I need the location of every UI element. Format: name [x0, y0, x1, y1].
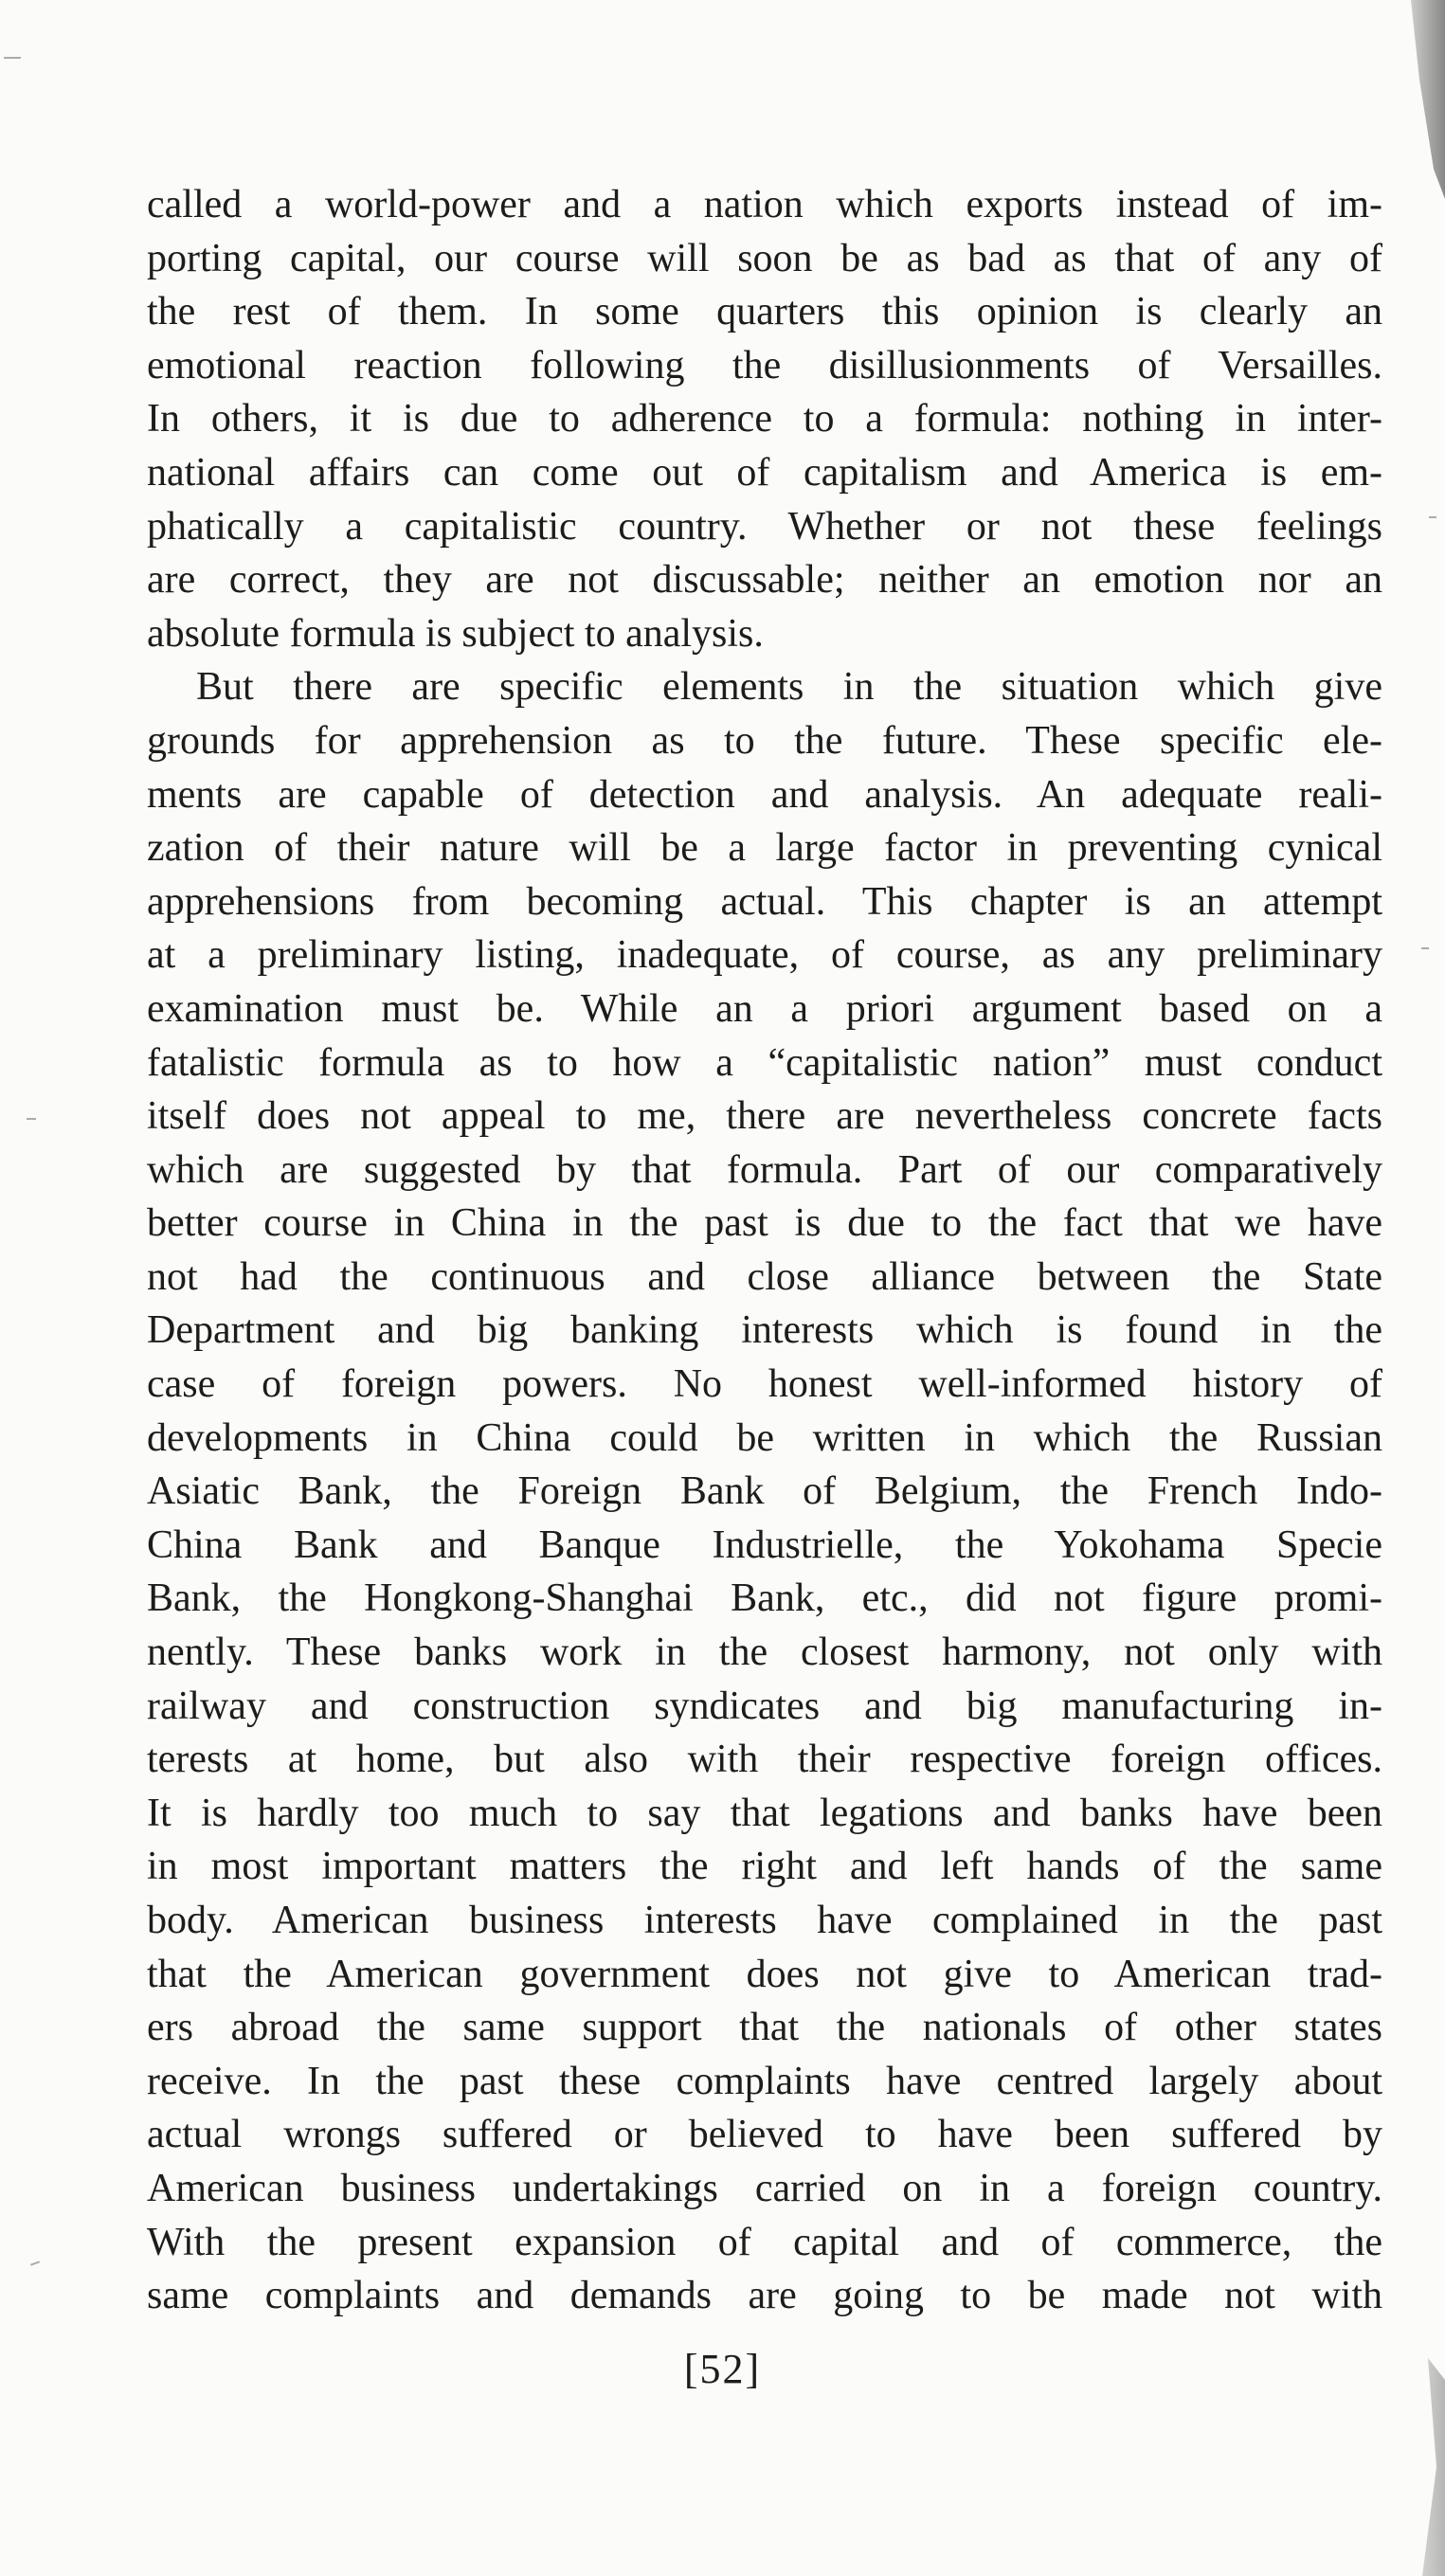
text-line: With the present expansion of capital and of commerce, the [147, 2220, 1382, 2264]
text-line: emotional reaction following the disillusionments of Versailles. [147, 343, 1382, 387]
body-text [147, 178, 1382, 2323]
paragraph-end-line: absolute formula is subject to analysis. [147, 611, 764, 656]
text-line: phatically a capitalistic country. Whether or not these feelings [147, 504, 1382, 549]
text-line: itself does not appeal to me, there are nevertheless concrete facts [147, 1094, 1382, 1139]
scan-speck [27, 1118, 36, 1120]
page-number: [52] [683, 2346, 762, 2392]
text-line: in most important matters the right and left hands of the same [147, 1845, 1382, 1889]
text-line: which are suggested by that formula. Part of our comparatively [147, 1147, 1382, 1192]
text-line: In others, it is due to adherence to a formula: nothing in inter- [147, 397, 1382, 441]
scan-edge-shadow-top [1388, 0, 1445, 199]
scan-speck [1429, 516, 1436, 518]
text-line: the rest of them. In some quarters this opinion is clearly an [147, 290, 1382, 334]
scan-speck [4, 57, 21, 59]
text-line: Asiatic Bank, the Foreign Bank of Belgium, the French Indo- [147, 1469, 1382, 1514]
text-line: It is hardly too much to say that legations and banks have been [147, 1791, 1382, 1835]
text-line: receive. In the past these complaints have centred largely about [147, 2059, 1382, 2103]
text-line: ers abroad the same support that the nationals of other states [147, 2006, 1382, 2050]
text-line: fatalistic formula as to how a “capitalistic nation” must conduct [147, 1040, 1382, 1085]
text-line: nently. These banks work in the closest harmony, not only with [147, 1630, 1382, 1675]
text-line: called a world-power and a nation which exports instead of im- [147, 183, 1382, 226]
text-line: ments are capable of detection and analysis. An adequate reali- [147, 772, 1382, 817]
text-line: national affairs can come out of capitalism and America is em- [147, 450, 1382, 495]
text-line: are correct, they are not discussable; neither an emotion nor an [147, 558, 1382, 603]
text-line: Department and big banking interests which is found in the [147, 1308, 1382, 1353]
text-line: not had the continuous and close alliance between the State [147, 1254, 1382, 1299]
scan-speck [30, 2261, 40, 2265]
text-line: better course in China in the past is due to the fact that we have [147, 1201, 1382, 1246]
text-line: terests at home, but also with their respective foreign offices. [147, 1738, 1382, 1782]
text-line: grounds for apprehension as to the future. These specific ele- [147, 718, 1382, 763]
text-line: railway and construction syndicates and big manufacturing in- [147, 1684, 1382, 1728]
text-line: developments in China could be written in which the Russian [147, 1415, 1382, 1460]
text-line: case of foreign powers. No honest well-informed history of [147, 1362, 1382, 1407]
text-line: same complaints and demands are going to be made not with [147, 2274, 1382, 2318]
text-line: China Bank and Banque Industrielle, the Yokohama Specie [147, 1522, 1382, 1567]
text-line: American business undertakings carried on in a foreign country. [147, 2166, 1382, 2210]
text-line: actual wrongs suffered or believed to have been suffered by [147, 2113, 1382, 2157]
text-line: zation of their nature will be a large factor in preventing cynical [147, 826, 1382, 871]
text-line: body. American business interests have complained in the past [147, 1899, 1382, 1942]
text-line: apprehensions from becoming actual. This chapter is an attempt [147, 879, 1382, 924]
text-line: examination must be. While an a priori argument based on a [147, 986, 1382, 1031]
scan-speck [1421, 947, 1429, 949]
text-line: Bank, the Hongkong-Shanghai Bank, etc., did not figure promi- [147, 1576, 1382, 1621]
text-line: that the American government does not give to American trad- [147, 1952, 1382, 1996]
text-line: porting capital, our course will soon be as bad as that of any of [147, 236, 1382, 280]
paragraph-start-line: But there are specific elements in the situation which give [196, 665, 1382, 710]
text-line: at a preliminary listing, inadequate, of course, as any preliminary [147, 933, 1382, 978]
